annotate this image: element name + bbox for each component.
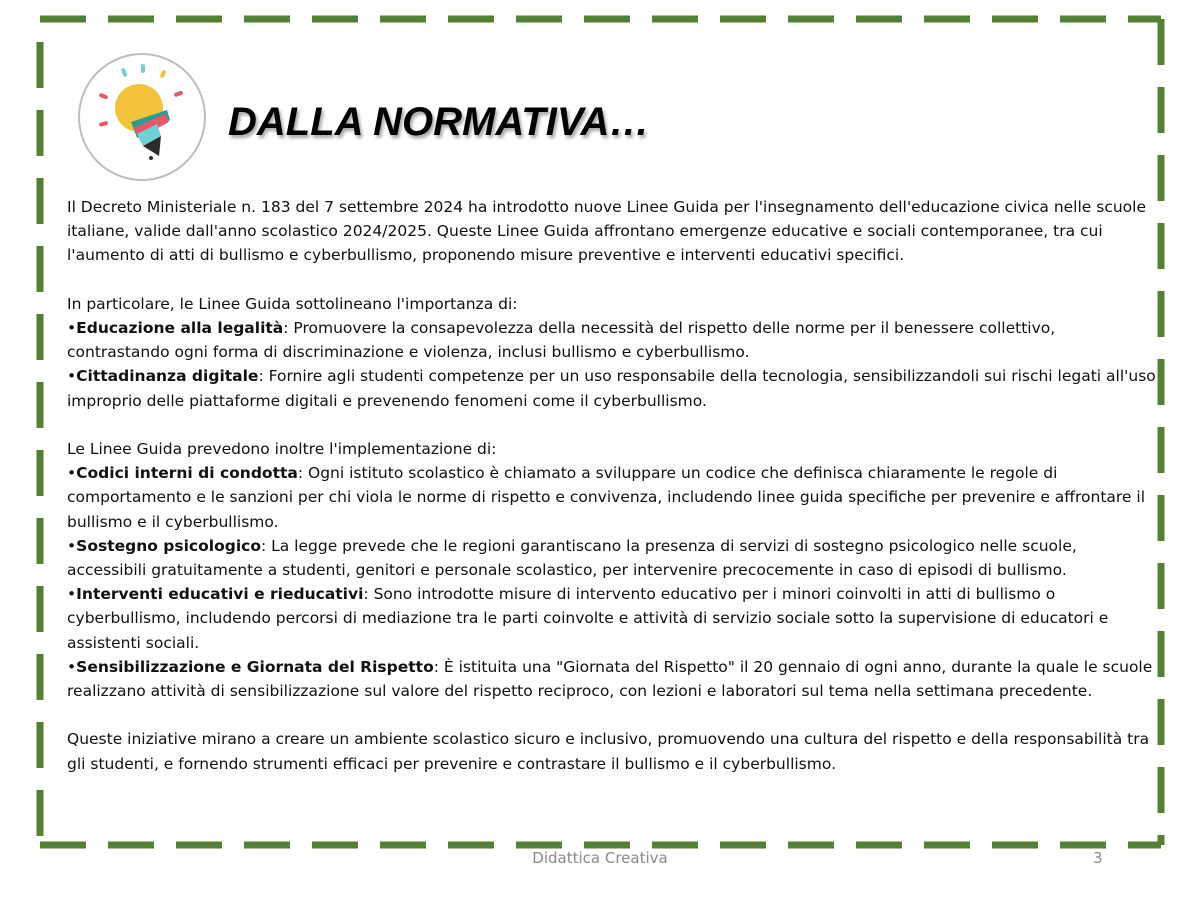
list-item-term: Codici interni di condotta <box>76 464 298 483</box>
list-item: •Cittadinanza digitale: Fornire agli studenti competenze per un uso responsabile della tecnologia, sensibilizzandoli sui rischi legati all'uso improprio delle piattaforme digitali e prevenendo fenomeni come il cyberbullismo. <box>67 367 1156 410</box>
conclusion-paragraph: Queste iniziative mirano a creare un ambiente scolastico sicuro e inclusivo, promuovendo una cultura del rispetto e della responsabilità tra gli studenti, e fornendo strumenti efficaci per prevenire e contrastare il bullismo e il cyberbullismo. <box>67 730 1150 773</box>
list-item-text: : Promuovere la consapevolezza della necessità del rispetto delle norme per il benessere collettivo, contrastando ogni forma di discriminazione e violenza, inclusi bullismo e cyberbullismo. <box>67 319 1056 362</box>
list-item-term: Sensibilizzazione e Giornata del Rispetto <box>76 657 434 676</box>
section-1-lead: In particolare, le Linee Guida sottolineano l'importanza di: <box>67 294 518 313</box>
list-item-text: : Sono introdotte misure di intervento educativo per i minori coinvolti in atti di bullismo o cyberbullismo, includendo percorsi di mediazione tra le parti coinvolte e attività di servizio sociale sotto la supervisione di educatori e assistenti sociali. <box>67 585 1109 652</box>
list-item: •Sensibilizzazione e Giornata del Rispetto: È istituita una "Giornata del Rispetto" il 20 gennaio di ogni anno, durante la quale le scuole realizzano attività di sensibilizzazione sul valore del rispetto reciproco, con lezioni e laboratori sul tema nella settimana precedente. <box>67 657 1153 701</box>
list-item-term: Sostegno psicologico <box>76 536 261 555</box>
list-item: •Interventi educativi e rieducativi: Sono introdotte misure di intervento educativo per i minori coinvolti in atti di bullismo o cyberbullismo, includendo percorsi di mediazione tra le parti coinvolte e attività di servizio sociale sotto la supervisione di educatori e assistenti sociali. <box>67 585 1109 652</box>
list-item: •Educazione alla legalità: Promuovere la consapevolezza della necessità del rispetto delle norme per il benessere collettivo, contrastando ogni forma di discriminazione e violenza, inclusi bullismo e cyberbullismo. <box>67 319 1056 362</box>
list-item-term: Educazione alla legalità <box>76 319 284 337</box>
list-item-text: : Ogni istituto scolastico è chiamato a sviluppare un codice che definisca chiaramente le regole di comportamento e le sanzioni per chi viola le norme di rispetto e convivenza, includendo linee guida specifiche per prevenire e affrontare il bullismo e il cyberbullismo. <box>67 464 1146 531</box>
list-item-text: : La legge prevede che le regioni garantiscano la presenza di servizi di sostegno psicologico nelle scuole, accessibili gratuitamente a studenti, genitori e personale scolastico, per intervenire precocemente in caso di episodi di bullismo. <box>67 536 1077 580</box>
body-text <box>67 195 1157 776</box>
list-item: •Sostegno psicologico: La legge prevede che le regioni garantiscano la presenza di servizi di sostegno psicologico nelle scuole, accessibili gratuitamente a studenti, genitori e personale scolastico, per intervenire precocemente in caso di episodi di bullismo. <box>67 536 1077 580</box>
list-item-text: : Fornire agli studenti competenze per un uso responsabile della tecnologia, sensibilizzandoli sui rischi legati all'uso improprio delle piattaforme digitali e prevenendo fenomeni come il cyberbullismo. <box>67 367 1156 410</box>
footer-text: Didattica Creativa <box>532 849 668 867</box>
list-item: •Codici interni di condotta: Ogni istituto scolastico è chiamato a sviluppare un codice che definisca chiaramente le regole di comportamento e le sanzioni per chi viola le norme di rispetto e convivenza, includendo linee guida specifiche per prevenire e affrontare il bullismo e il cyberbullismo. <box>67 464 1146 531</box>
list-item-term: Cittadinanza digitale <box>76 367 259 386</box>
lightbulb-pencil-icon <box>77 52 207 182</box>
list-item-text: : È istituita una "Giornata del Rispetto" il 20 gennaio di ogni anno, durante la quale le scuole realizzano attività di sensibilizzazione sul valore del rispetto reciproco, con lezioni e laboratori sul tema nella settimana precedente. <box>67 657 1153 701</box>
page-number: 3 <box>1093 849 1103 867</box>
intro-paragraph: Il Decreto Ministeriale n. 183 del 7 settembre 2024 ha introdotto nuove Linee Guida per l'insegnamento dell'educazione civica nelle scuole italiane, valide dall'anno scolastico 2024/2025. Queste Linee Guida affrontano emergenze educative e sociali contemporanee, tra cui l'aumento di atti di bullismo e cyberbullismo, proponendo misure preventive e interventi educativi specifici. <box>67 198 1146 265</box>
section-2-lead: Le Linee Guida prevedono inoltre l'implementazione di: <box>67 440 497 458</box>
list-item-term: Interventi educativi e rieducativi <box>76 585 364 604</box>
page-title: DALLA NORMATIVA… <box>228 100 650 144</box>
